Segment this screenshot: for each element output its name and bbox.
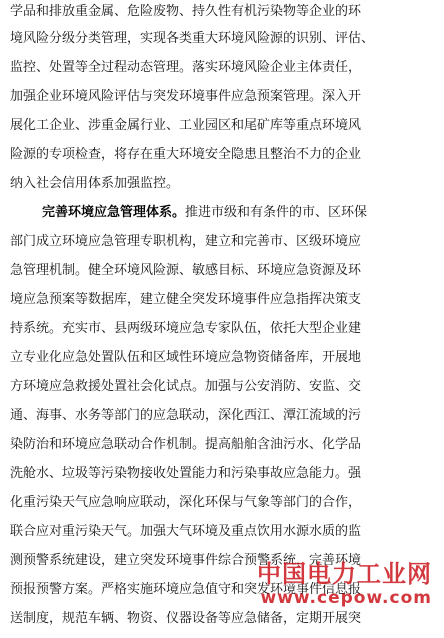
text-line: 立专业化应急处置队伍和区域性环境应急物资储备库，开展地	[10, 350, 362, 365]
section-heading: 完善环境应急管理体系。	[42, 205, 186, 220]
body-text	[10, 0, 434, 633]
text-line: 测预警系统建设，建立突发环境事件综合预警系统，完善环境	[10, 553, 362, 568]
text-line: 预报预警方案。严格实施环境应急值守和突发环境事件信息报	[10, 582, 362, 597]
text-line: 化重污染天气应急响应联动，深化环保与气象等部门的合作，	[10, 495, 362, 510]
text-line: 染防治和环境应急联动合作机制。提高船舶含油污水、化学品	[10, 437, 362, 452]
watermark-title: 中国电力工业网	[257, 560, 432, 588]
text-line: 境风险分级分类管理，实现各类重大环境风险源的识别、评估、	[10, 31, 375, 46]
text-line: 展化工企业、涉重金属行业、工业园区和尾矿库等重点环境风	[10, 118, 362, 133]
text-line: 加强企业环境风险评估与突发环境事件应急预案管理。深入开	[10, 89, 362, 104]
text-line: 通、海事、水务等部门的应急联动，深化西江、潭江流域的污	[10, 408, 362, 423]
text-line: 洗舱水、垃圾等污染物接收处置能力和污染事故应急能力。强	[10, 466, 362, 481]
watermark-url: www.cepow.com	[260, 588, 432, 608]
text-line: 方环境应急救援处置社会化试点。加强与公安消防、安监、交	[10, 379, 362, 394]
section-first-line-text: 推进市级和有条件的市、区环保	[185, 205, 368, 220]
text-line: 纳入社会信用体系加强监控。	[10, 176, 180, 191]
text-line: 险源的专项检查，将存在重大环境安全隐患且整治不力的企业	[10, 147, 362, 162]
text-line: 联合应对重污染天气。加强大气环境及重点饮用水源水质的监	[10, 524, 362, 539]
section-first-line	[10, 198, 434, 227]
text-line: 境应急预案等数据库，建立健全突发环境事件应急指挥决策支	[10, 292, 362, 307]
text-line: 部门成立环境应急管理专职机构，建立和完善市、区级环境应	[10, 234, 362, 249]
text-line: 学品和排放重金属、危险废物、持久性有机污染物等企业的环	[10, 4, 362, 19]
text-line: 监控、处置等全过程动态管理。落实环境风险企业主体责任，	[10, 60, 362, 75]
text-line: 持系统。充实市、县两级环境应急专家队伍，依托大型企业建	[10, 321, 362, 336]
text-line: 急管理机制。健全环境风险源、敏感目标、环境应急资源及环	[10, 263, 362, 278]
text-line: 送制度，规范车辆、物资、仪器设备等应急储备，定期开展突	[10, 611, 362, 626]
